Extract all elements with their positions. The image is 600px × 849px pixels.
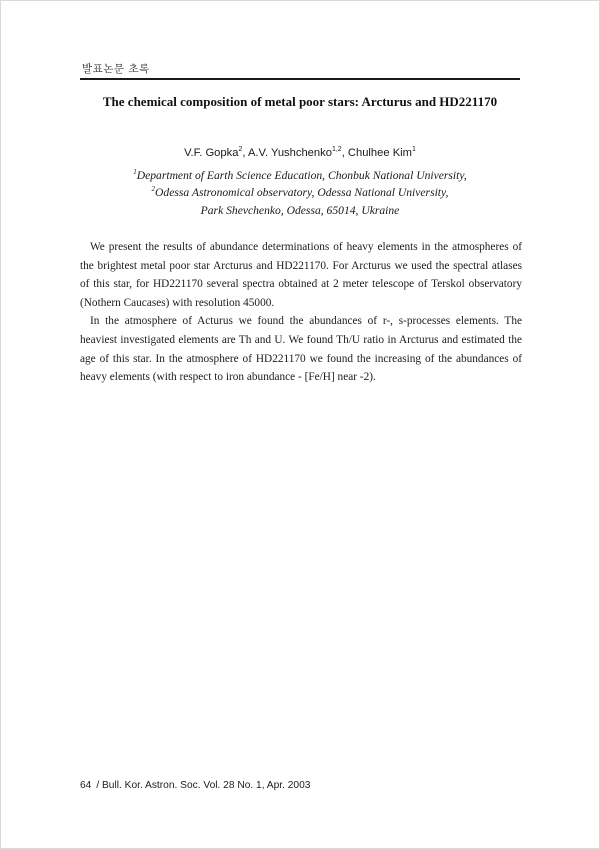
affiliation-line: Park Shevchenko, Odessa, 65014, Ukraine: [200, 204, 400, 217]
author-affiliation-mark: 1,2: [331, 146, 342, 153]
header-rule: [80, 78, 520, 80]
author-separator: ,: [341, 147, 348, 159]
author-affiliation-mark: 1: [411, 146, 416, 153]
page-number: 64: [80, 780, 92, 791]
affiliation-mark: 1: [133, 168, 137, 176]
abstract-paragraph: In the atmosphere of Acturus we found the abundances of r-, s-processes elements. The heaviest investigated elements are Th and U. We found Th/U ratio in Arcturus and estimated the age of this star. In the atmosphere of HD221170 we found the increasing of the abundances of heavy elements (with respect to iron abundance - [Fe/H] near -2).: [80, 315, 522, 384]
affiliation-text: Department of Earth Science Education, Chonbuk National University,: [136, 169, 467, 182]
author-name: A.V. Yushchenko: [247, 147, 332, 159]
author-list: [80, 147, 520, 159]
page-footer: [80, 780, 310, 791]
author-name: Chulhee Kim: [347, 147, 412, 159]
journal-citation: / Bull. Kor. Astron. Soc. Vol. 28 No. 1, Apr. 2003: [96, 780, 311, 791]
section-label: 발표논문 초록: [82, 63, 150, 75]
abstract-body: [80, 238, 522, 387]
affiliation-mark: 2: [151, 185, 156, 193]
author-affiliation-mark: 2: [238, 146, 243, 153]
affiliation-line: [80, 169, 520, 182]
abstract-paragraph: We present the results of abundance determinations of heavy elements in the atmospheres of the brightest metal poor star Arcturus and HD221170. For Arcturus we used the spectral atlases of this star, for HD221170 several spectra obtained at 2 meter telescope of Terskol observatory (Nothern Caucases) with resolution 45000.: [80, 241, 522, 309]
author-separator: ,: [242, 147, 248, 159]
affiliation-line: [80, 186, 520, 199]
author-name: V.F. Gopka: [184, 147, 239, 159]
affiliation-text: Odessa Astronomical observatory, Odessa National University,: [155, 186, 449, 199]
paper-title: The chemical composition of metal poor stars: Arcturus and HD221170: [102, 94, 498, 109]
